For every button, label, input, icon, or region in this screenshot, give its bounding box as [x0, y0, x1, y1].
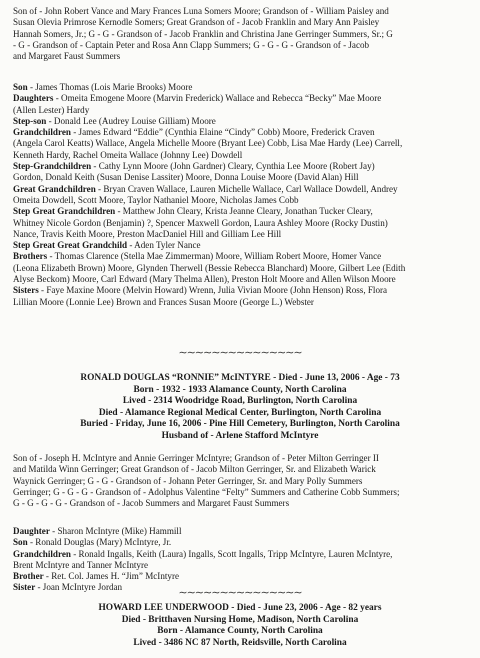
- family-text: - Donald Lee (Audrey Louise Gilliam) Moore: [46, 115, 216, 126]
- family-text: - Matthew John Cleary, Krista Jeanne Cleary, Jonathan Tucker Cleary,: [115, 206, 373, 217]
- obituary-husband-line: Husband of - Arlene Stafford McIntyre: [161, 430, 319, 441]
- text-line: and Margaret Faust Summers: [13, 51, 121, 62]
- family-text: - Joan McIntyre Jordan: [35, 582, 123, 593]
- family-label: Great Grandchildren: [13, 183, 96, 194]
- ancestry-paragraph-2: [13, 453, 471, 509]
- family-label: Sister: [13, 582, 36, 593]
- family-text: (Allen Lester) Hardy: [13, 104, 90, 115]
- family-line: [13, 571, 471, 582]
- obituary-lived-line: Lived - 2314 Woodridge Road, Burlington, North Carolina: [122, 396, 358, 407]
- family-list-2: [13, 526, 471, 594]
- family-label: Daughters: [13, 93, 54, 104]
- family-line: [13, 526, 471, 537]
- family-text: Brent McIntyre and Tanner McIntyre: [13, 559, 149, 570]
- family-label: Brothers: [13, 251, 48, 262]
- obituary-lived-line: Lived - 3486 NC 87 North, Reidsville, North Carolina: [133, 637, 347, 648]
- text-line: Son of - Joseph H. McIntyre and Annie Gerringer McIntyre; Grandson of - Peter Milton Gerringer II: [13, 453, 379, 463]
- text-line: Waynick Gerringer; G - G - Grandson of - Johann Peter Gerringer, Sr. and Mary Polly Summers: [13, 475, 363, 486]
- family-line: [13, 150, 471, 161]
- family-line: [13, 206, 471, 217]
- family-line: [13, 138, 471, 149]
- family-label: Son: [13, 82, 28, 92]
- family-label: Brother: [13, 571, 44, 582]
- family-text: Nance, Travis Keith Moore, Preston MacDaniel Hill and Gilliam Lee Hill: [13, 228, 282, 239]
- divider-2: ∼∼∼∼∼∼∼∼∼∼∼∼∼∼∼: [178, 587, 302, 599]
- family-text: (Leona Elizabeth Brown) Moore, Glynden Therwell (Bessie Rebecca Blanchard) Moore, Gilbert Lee (Edith: [13, 262, 406, 273]
- family-line: [13, 161, 471, 172]
- family-text: Kenneth Hardy, Rachel Omeita Wallace (Johnny Lee) Dowdell: [13, 149, 243, 160]
- text-line: Son of - John Robert Vance and Mary Frances Luna Somers Moore; Grandson of - William Paisley and: [13, 6, 389, 16]
- obituary-died-line: Died - Alamance Regional Medical Center, Burlington, North Carolina: [98, 407, 382, 418]
- family-label: Grandchildren: [13, 127, 71, 138]
- family-text: Omeita Dowdell, Scott Moore, Taylor Nathaniel Moore, Nicholas James Cobb: [13, 194, 299, 205]
- divider-1: ∼∼∼∼∼∼∼∼∼∼∼∼∼∼∼: [178, 347, 302, 359]
- family-text: - Ronald Douglas (Mary) McIntyre, Jr.: [27, 537, 172, 548]
- family-text: Gordon, Donald Keith (Susan Denise Lassiter) Moore, Donna Louise Moore (David Alan) Hill: [13, 172, 359, 183]
- family-text: - James Thomas (Lois Marie Brooks) Moore: [27, 82, 193, 92]
- family-line: [13, 218, 471, 229]
- family-text: - Aden Tyler Nance: [127, 240, 201, 251]
- obituary-header-underwood: [0, 603, 480, 649]
- family-line: [13, 285, 471, 296]
- family-line: [13, 240, 471, 251]
- family-line: [13, 549, 471, 560]
- text-line: Gerringer; G - G - G - Grandson of - Adolphus Valentine “Felty” Summers and Catherine Cobb Summers;: [13, 486, 400, 497]
- obituary-name-line: RONALD DOUGLAS “RONNIE” McINTYRE - Died - June 13, 2006 - Age - 73: [80, 373, 400, 383]
- family-text: Alyse Beckom) Moore, Carl Edward (Mary Thelma Allen), Preston Holt Moore and Allen Wilson Moore: [13, 274, 396, 285]
- family-text: (Angela Carol Keatts) Wallace, Angela Michelle Moore (Bryant Lee) Cobb, Lisa Mae Hardy (Lee) Carrell,: [13, 138, 403, 149]
- family-line: [13, 251, 471, 262]
- family-label: Step-son: [13, 115, 47, 126]
- family-line: [13, 229, 471, 240]
- family-list-1: [13, 82, 471, 308]
- family-line: [13, 537, 471, 548]
- family-label: Step Great Grandchildren: [13, 206, 116, 217]
- obituary-born-line: Born - Alamance County, North Carolina: [157, 626, 323, 637]
- obituary-buried-line: Buried - Friday, June 16, 2006 - Pine Hill Cemetery, Burlington, North Carolina: [80, 419, 400, 430]
- obituary-name-line: HOWARD LEE UNDERWOOD - Died - June 23, 2006 - Age - 82 years: [98, 603, 382, 613]
- family-text: - Cathy Lynn Moore (John Gardner) Cleary, Cynthia Lee Moore (Robert Jay): [91, 161, 375, 172]
- family-text: Whitney Nicole Gordon (Benjamin) ?, Spencer Maxwell Gordon, Laura Ashley Moore (Rocky Dustin): [13, 217, 388, 228]
- obituary-born-line: Born - 1932 - 1933 Alamance County, North Carolina: [133, 384, 347, 395]
- family-text: - Sharon McIntyre (Mike) Hammill: [49, 526, 182, 536]
- text-line: G - G - G - G - Grandson of - Jacob Summers and Margaret Faust Summers: [13, 498, 290, 509]
- family-line: [13, 184, 471, 195]
- family-line: [13, 105, 471, 116]
- obituary-died-line: Died - Britthaven Nursing Home, Madison, North Carolina: [121, 614, 359, 625]
- family-line: [13, 263, 471, 274]
- family-line: [13, 560, 471, 571]
- obituary-header-mcintyre: [0, 373, 480, 443]
- family-text: - Omeita Emogene Moore (Marvin Frederick) Wallace and Rebecca “Becky” Mae Moore: [53, 93, 382, 104]
- family-text: - Ronald Ingalls, Keith (Laura) Ingalls, Scott Ingalls, Tripp McIntyre, Lauren McIntyre,: [70, 548, 393, 559]
- family-text: - Thomas Clarence (Stella Mae Zimmerman) Moore, William Robert Moore, Homer Vance: [47, 251, 382, 262]
- family-line: [13, 195, 471, 206]
- family-text: Lillian Moore (Lonnie Lee) Brown and Frances Susan Moore (George L.) Webster: [13, 296, 314, 307]
- family-label: Sisters: [13, 285, 39, 296]
- family-line: [13, 297, 471, 308]
- family-label: Grandchildren: [13, 548, 71, 559]
- family-label: Daughter: [13, 526, 50, 536]
- family-text: - Bryan Craven Wallace, Lauren Michelle Wallace, Carl Wallace Dowdell, Andrey: [95, 183, 398, 194]
- ancestry-paragraph-1: [13, 6, 471, 62]
- family-label: Son: [13, 537, 28, 548]
- family-label: Step Great Great Grandchild: [13, 240, 128, 251]
- text-line: Susan Olevia Primrose Kernodle Somers; Great Grandson of - Jacob Franklin and Mary Ann Paisley: [13, 17, 380, 28]
- family-line: [13, 93, 471, 104]
- family-line: [13, 274, 471, 285]
- text-line: and Matilda Winn Gerringer; Great Grandson of - Jacob Milton Gerringer, Sr. and Elizabeth Warick: [13, 464, 376, 475]
- family-text: - Faye Maxine Moore (Melvin Howard) Wrenn, Julia Vivian Moore (John Henson) Ross, Flora: [38, 285, 388, 296]
- text-line: - G - Grandson of - Captain Peter and Rosa Ann Clapp Summers; G - G - G - Grandson of - Jacob: [13, 39, 370, 50]
- family-line: [13, 116, 471, 127]
- text-line: Hannah Somers, Jr.; G - G - Grandson of - Jacob Franklin and Christina Jane Gerringer Summers, Sr.; G: [13, 28, 393, 39]
- family-text: - James Edward “Eddie” (Cynthia Elaine “Cindy” Cobb) Moore, Frederick Craven: [70, 127, 375, 138]
- family-text: - Ret. Col. James H. “Jim” McIntyre: [43, 571, 180, 582]
- family-line: [13, 127, 471, 138]
- family-line: [13, 172, 471, 183]
- family-line: [13, 82, 471, 93]
- family-label: Step-Grandchildren: [13, 161, 92, 172]
